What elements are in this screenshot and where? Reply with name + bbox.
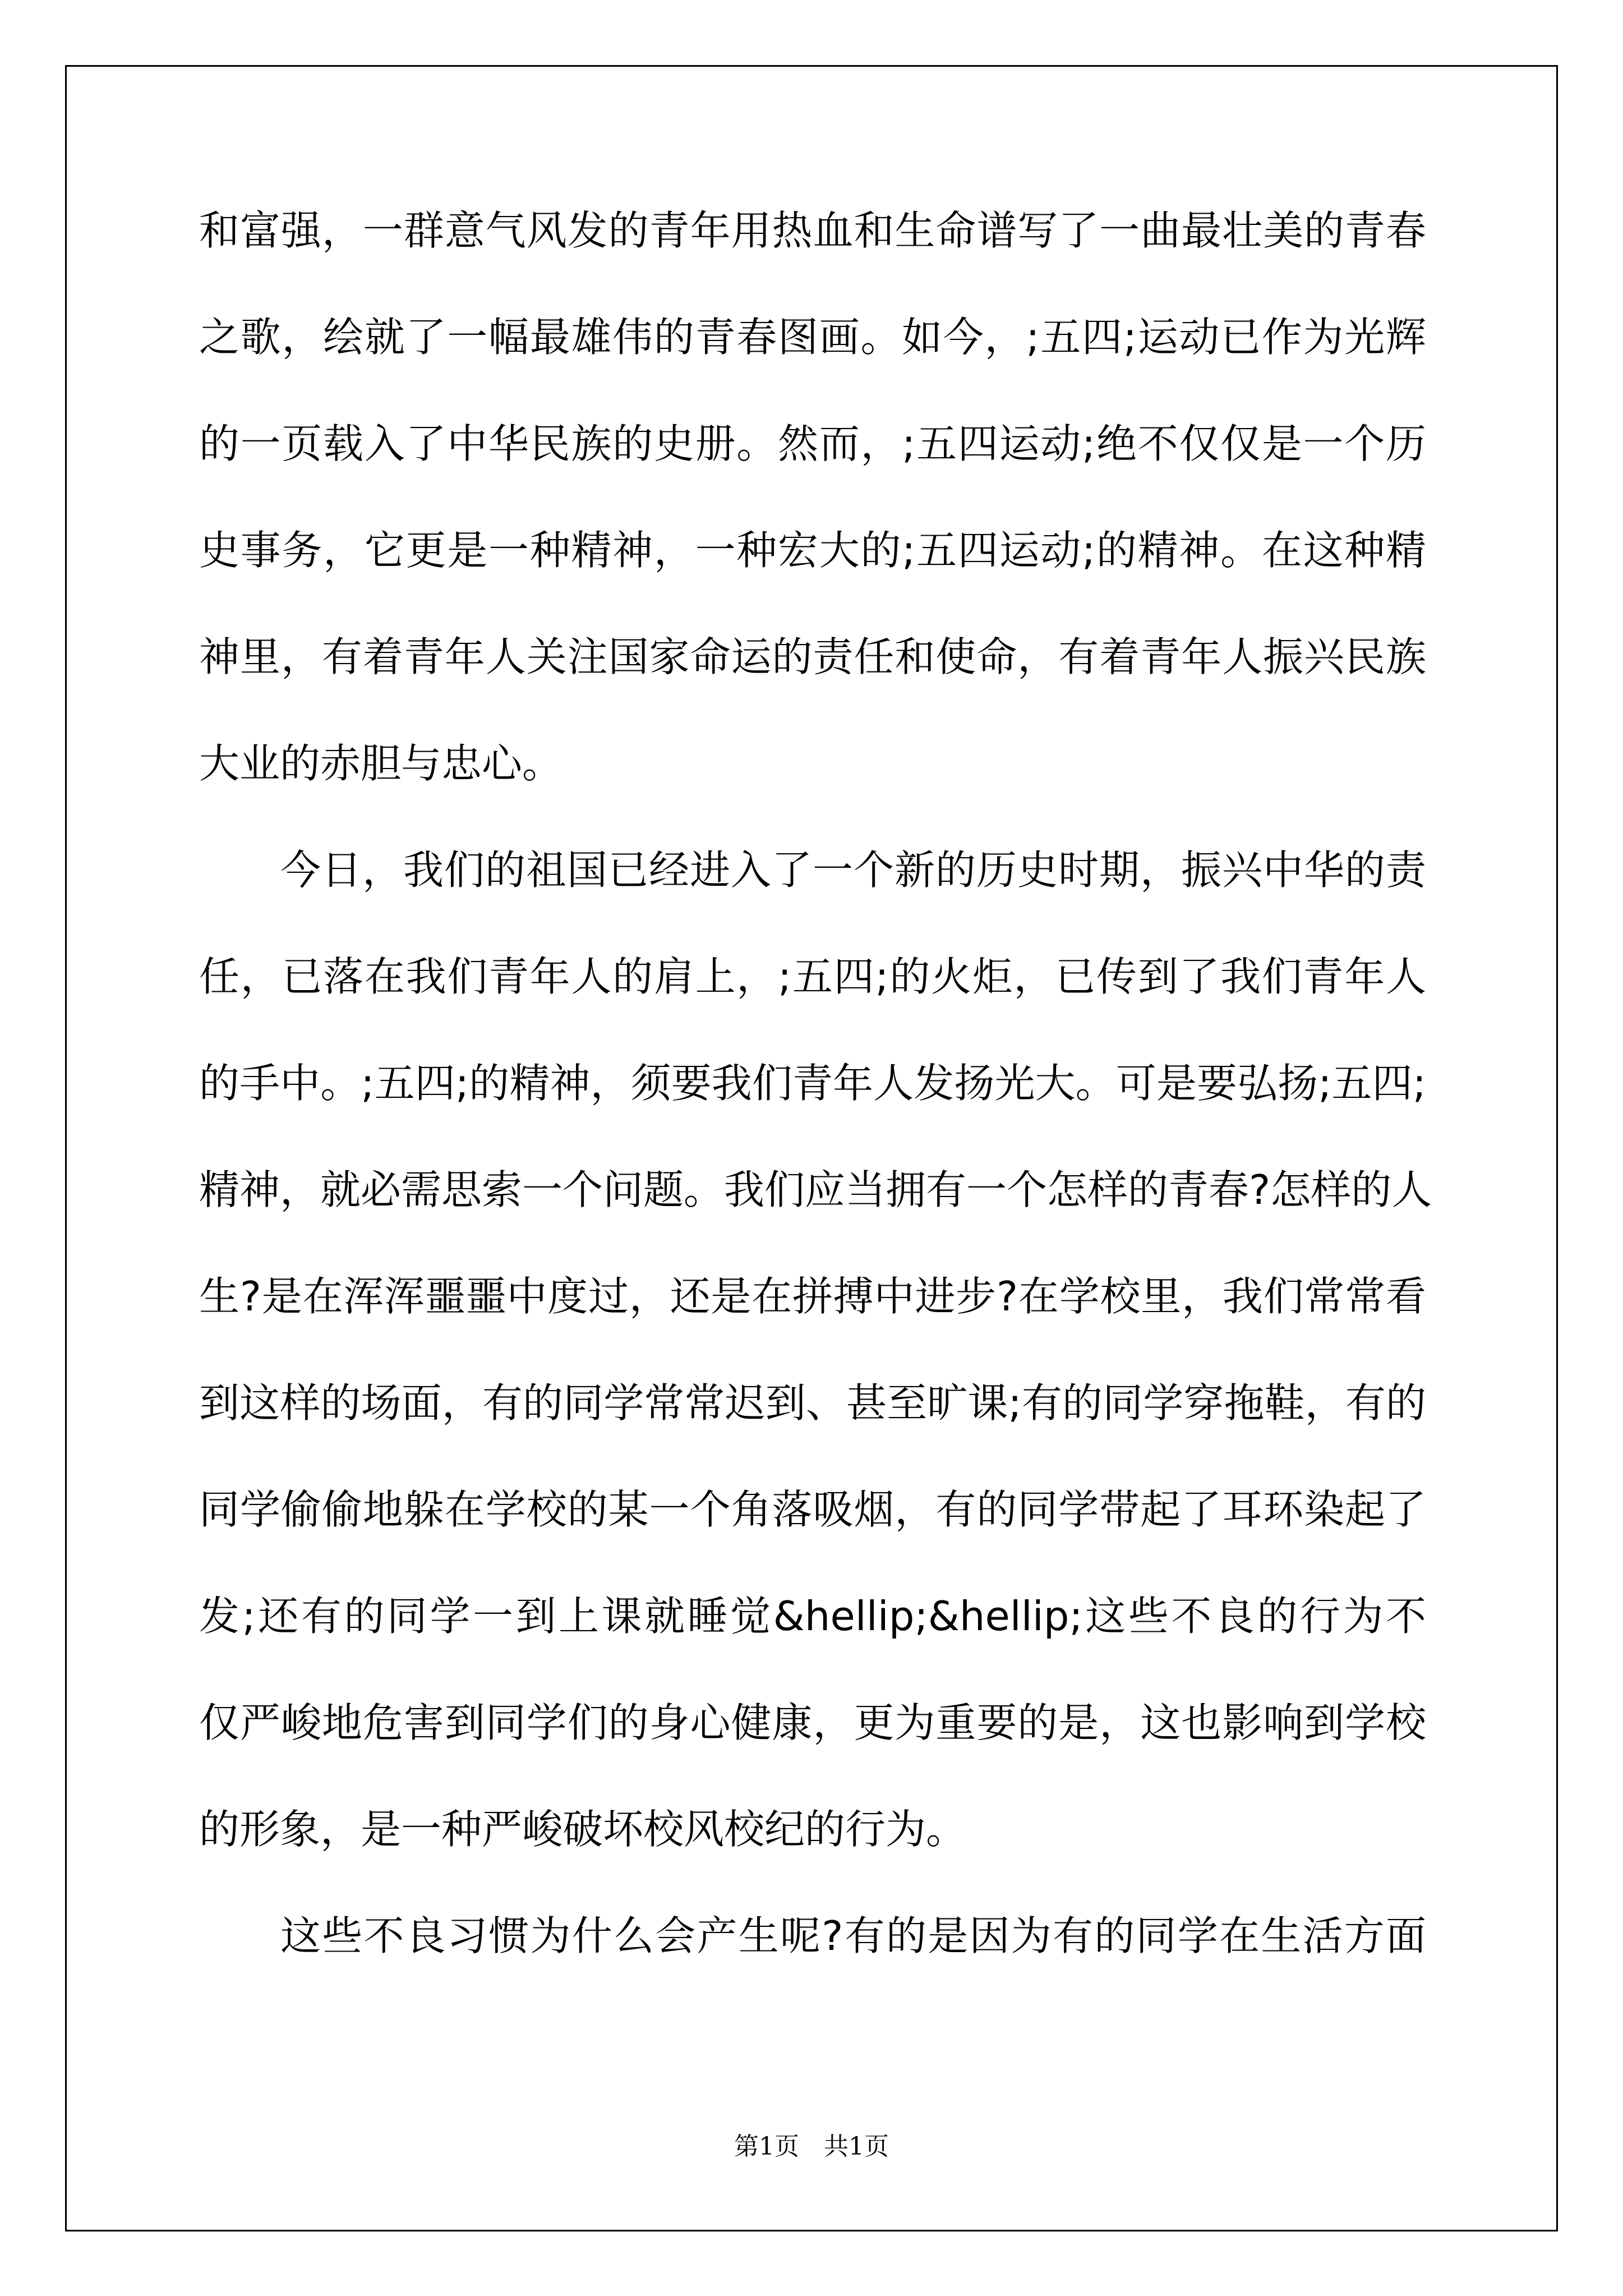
text-line: 发;还有的同学一到上课就睡觉&hellip;&hellip;这些不良的行为不 <box>199 1593 1426 1640</box>
text-line: 今日，我们的祖国已经进入了一个新的历史时期，振兴中华的责 <box>280 846 1426 894</box>
text-line: 史事务，它更是一种精神，一种宏大的;五四运动;的精神。在这种精 <box>199 527 1426 574</box>
text-line: 的形象，是一种严峻破坏校风校纪的行为。 <box>199 1806 967 1853</box>
text-line: 任，已落在我们青年人的肩上，;五四;的火炬，已传到了我们青年人 <box>199 953 1426 1000</box>
text-line: 生?是在浑浑噩噩中度过，还是在拼搏中进步?在学校里，我们常常看 <box>199 1273 1426 1320</box>
text-line: 的手中。;五四;的精神，须要我们青年人发扬光大。可是要弘扬;五四; <box>199 1060 1426 1107</box>
text-line: 到这样的场面，有的同学常常迟到、甚至旷课;有的同学穿拖鞋，有的 <box>199 1379 1426 1427</box>
document-body <box>199 207 1432 2022</box>
text-line: 仅严峻地危害到同学们的身心健康，更为重要的是，这也影响到学校 <box>199 1699 1426 1746</box>
text-line: 精神，就必需思索一个问题。我们应当拥有一个怎样的青春?怎样的人 <box>199 1166 1432 1213</box>
text-line: 大业的赤胆与忠心。 <box>199 740 563 787</box>
text-line: 神里，有着青年人关注国家命运的责任和使命，有着青年人振兴民族 <box>199 633 1426 680</box>
page-footer: 第1页 共1页 <box>734 2132 889 2161</box>
text-line: 同学偷偷地躲在学校的某一个角落吸烟，有的同学带起了耳环染起了 <box>199 1486 1426 1533</box>
text-line: 之歌，绘就了一幅最雄伟的青春图画。如今，;五四;运动已作为光辉 <box>199 314 1426 361</box>
text-line: 这些不良习惯为什么会产生呢?有的是因为有的同学在生活方面 <box>280 1912 1426 1959</box>
text-line: 和富强，一群意气风发的青年用热血和生命谱写了一曲最壮美的青春 <box>199 207 1426 254</box>
text-line: 的一页载入了中华民族的史册。然而，;五四运动;绝不仅仅是一个历 <box>199 420 1426 467</box>
